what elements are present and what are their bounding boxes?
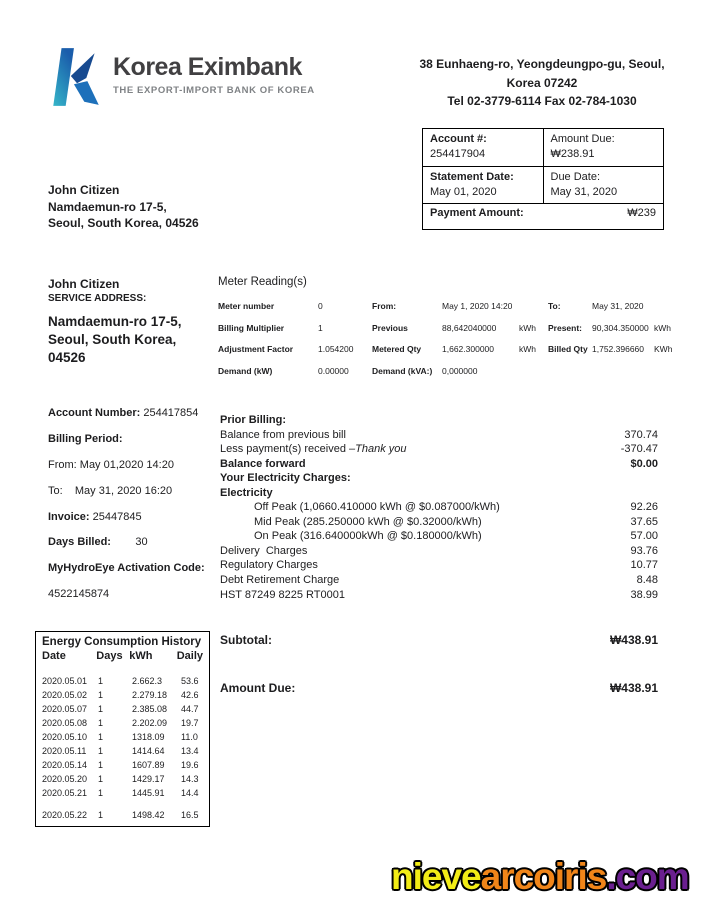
account-summary-row1	[423, 129, 663, 167]
meter-row	[218, 344, 688, 366]
account-info-row: 4522145874	[48, 588, 110, 601]
due-date-label: Due Date:	[550, 170, 601, 183]
account-summary-box	[422, 128, 664, 230]
energy-column-header: kWh	[129, 650, 153, 662]
service-address-lines	[48, 313, 182, 368]
energy-column-header: Days	[96, 650, 123, 662]
payment-amount-row	[423, 204, 663, 229]
amount-due-row	[220, 681, 658, 695]
meter-cell: 1.054200	[318, 344, 354, 355]
bank-logo	[45, 46, 315, 108]
meter-cell: Present:	[548, 322, 583, 333]
account-info-row: Account Number: 254417854	[48, 407, 199, 419]
meter-cell: Demand (kVA:)	[372, 365, 433, 376]
meter-cell: 90,304.350000	[592, 322, 649, 333]
meter-cell: Adjustment Factor	[218, 344, 294, 355]
energy-table-row: 2020.05.01 1 2.662.3 53.6	[42, 676, 199, 686]
energy-table-row: 2020.05.14 1 1607.89 19.6	[42, 760, 199, 770]
account-number-label: Account #:	[430, 133, 487, 145]
energy-table-body	[42, 674, 203, 822]
billing-row: Mid Peak (285.250000 kWh @ $0.32000/kWh) 37.65	[254, 515, 658, 528]
energy-column-header: Date	[42, 650, 66, 662]
account-info-row: Invoice: 25447845	[48, 510, 142, 523]
bank-address-line3: Tel 02-3779-6114 Fax 02-784-1030	[447, 94, 637, 109]
meter-cell: From:	[372, 301, 397, 311]
billing-row: Regulatory Charges 10.77	[220, 559, 658, 572]
billing-row: Delivery Charges 93.76	[220, 544, 658, 557]
account-number-value: 254417904	[430, 147, 486, 160]
subtotal-value: ₩438.91	[609, 633, 658, 647]
meter-cell: To:	[548, 301, 561, 311]
meter-cell: May 1, 2020 14:20	[442, 301, 513, 311]
energy-table-header	[42, 650, 203, 662]
energy-table-row: 2020.05.11 1 1414.64 13.4	[42, 746, 199, 756]
meter-readings-section	[218, 276, 688, 387]
service-address-label: SERVICE ADDRESS:	[48, 293, 147, 304]
bank-name: Korea Eximbank	[113, 53, 302, 81]
meter-cell: kWh	[519, 322, 536, 333]
mailing-address	[48, 182, 199, 232]
account-info	[48, 407, 205, 614]
meter-cell: KWh	[654, 344, 673, 355]
account-info-row: From: May 01,2020 14:20	[48, 458, 174, 471]
meter-cell: Metered Qty	[372, 344, 422, 355]
billing-row: Electricity	[220, 486, 273, 499]
account-info-row: Billing Period:	[48, 432, 123, 445]
bank-address-line2: Korea 07242	[506, 75, 578, 90]
energy-table-title: Energy Consumption History	[42, 636, 202, 648]
watermark-part1: nieve	[391, 856, 481, 897]
payment-amount-label: Payment Amount:	[430, 207, 524, 220]
amount-due-total-label: Amount Due:	[220, 681, 296, 695]
service-zip: 04526	[48, 350, 86, 366]
service-street: Namdaemun-ro 17-5,	[48, 314, 182, 329]
account-info-row: MyHydroEye Activation Code:	[48, 562, 205, 575]
meter-cell: Billing Multiplier	[218, 322, 285, 333]
meter-cell: Meter number	[218, 301, 275, 311]
bank-tagline: THE EXPORT-IMPORT BANK OF KOREA	[113, 84, 315, 96]
account-info-row: Days Billed: 30	[48, 536, 148, 549]
billing-rows	[220, 414, 658, 603]
meter-cell: 0	[318, 301, 323, 311]
meter-cell: kWh	[519, 344, 536, 355]
meter-cell: 0,000000	[442, 365, 478, 376]
billing-row: Balance from previous bill 370.74	[220, 428, 658, 441]
bank-address	[392, 55, 692, 111]
billing-row: Off Peak (1,0660.410000 kWh @ $0.087000/kWh) 92.26	[254, 501, 658, 514]
meter-cell: 88,642040000	[442, 322, 497, 333]
energy-column-header: Daily	[176, 650, 203, 662]
meter-grid	[218, 301, 688, 387]
mailing-city: Seoul, South Korea, 04526	[48, 216, 199, 231]
amount-due-label: Amount Due:	[550, 133, 615, 145]
watermark-part2: arcoiris	[480, 856, 607, 897]
meter-cell: May 31, 2020	[592, 301, 644, 311]
billing-row: Your Electricity Charges:	[220, 472, 351, 485]
account-info-row: To: May 31, 2020 16:20	[48, 484, 173, 497]
energy-table-row: 2020.05.22 1 1498.42 16.5	[42, 810, 199, 820]
energy-table-row: 2020.05.07 1 2.385.08 44.7	[42, 704, 199, 714]
energy-table-row: 2020.05.02 1 2.279.18 42.6	[42, 690, 199, 700]
subtotal-label: Subtotal:	[220, 633, 272, 647]
meter-cell: Previous	[372, 322, 408, 333]
meter-cell: 0.00000	[318, 365, 349, 376]
meter-cell: 1	[318, 322, 323, 333]
meter-cell: Demand (kW)	[218, 365, 273, 376]
subtotal-row	[220, 633, 658, 647]
meter-readings-title: Meter Reading(s)	[218, 276, 307, 288]
account-summary-row2	[423, 167, 663, 205]
billing-row: Balance forward $0.00	[220, 457, 658, 470]
meter-row	[218, 323, 688, 345]
amount-due-value: ₩238.91	[550, 147, 595, 160]
energy-consumption-table	[35, 631, 210, 827]
energy-table-row: 2020.05.08 1 2.202.09 19.7	[42, 718, 199, 728]
mailing-street: Namdaemun-ro 17-5,	[48, 199, 167, 214]
meter-cell: 1,662.300000	[442, 344, 494, 355]
billing-row: Debt Retirement Charge 8.48	[220, 574, 658, 587]
billing-row: Less payment(s) received –Thank you -370.47	[220, 443, 658, 456]
billing-row: On Peak (316.640000kWh @ $0.180000/kWh) 57.00	[254, 530, 658, 543]
bank-address-line1: 38 Eunhaeng-ro, Yeongdeungpo-gu, Seoul,	[419, 57, 665, 71]
watermark	[391, 856, 689, 898]
due-date-value: May 31, 2020	[550, 185, 618, 198]
watermark-part3: .com	[606, 856, 689, 897]
energy-table-row: 2020.05.10 1 1318.09 11.0	[42, 732, 198, 742]
meter-cell: kWh	[654, 322, 671, 333]
statement-date-label: Statement Date:	[430, 170, 514, 183]
service-name: John Citizen	[48, 277, 120, 291]
mailing-name: John Citizen	[48, 183, 120, 197]
meter-cell: 1,752.396660	[592, 344, 644, 355]
eximbank-k-icon	[45, 46, 107, 108]
service-address-block	[48, 277, 182, 368]
meter-cell: Billed Qty	[548, 344, 588, 355]
energy-table-row: 2020.05.20 1 1429.17 14.3	[42, 774, 199, 784]
meter-row	[218, 366, 688, 388]
payment-amount-value: ₩239	[627, 207, 656, 220]
statement-date-value: May 01, 2020	[430, 185, 497, 198]
amount-due-total-value: ₩438.91	[609, 681, 658, 695]
energy-table-row: 2020.05.21 1 1445.91 14.4	[42, 788, 199, 798]
meter-row	[218, 301, 688, 323]
billing-row: Prior Billing:	[220, 414, 286, 426]
service-city: Seoul, South Korea,	[48, 332, 177, 348]
billing-row: HST 87249 8225 RT0001 38.99	[220, 588, 658, 601]
